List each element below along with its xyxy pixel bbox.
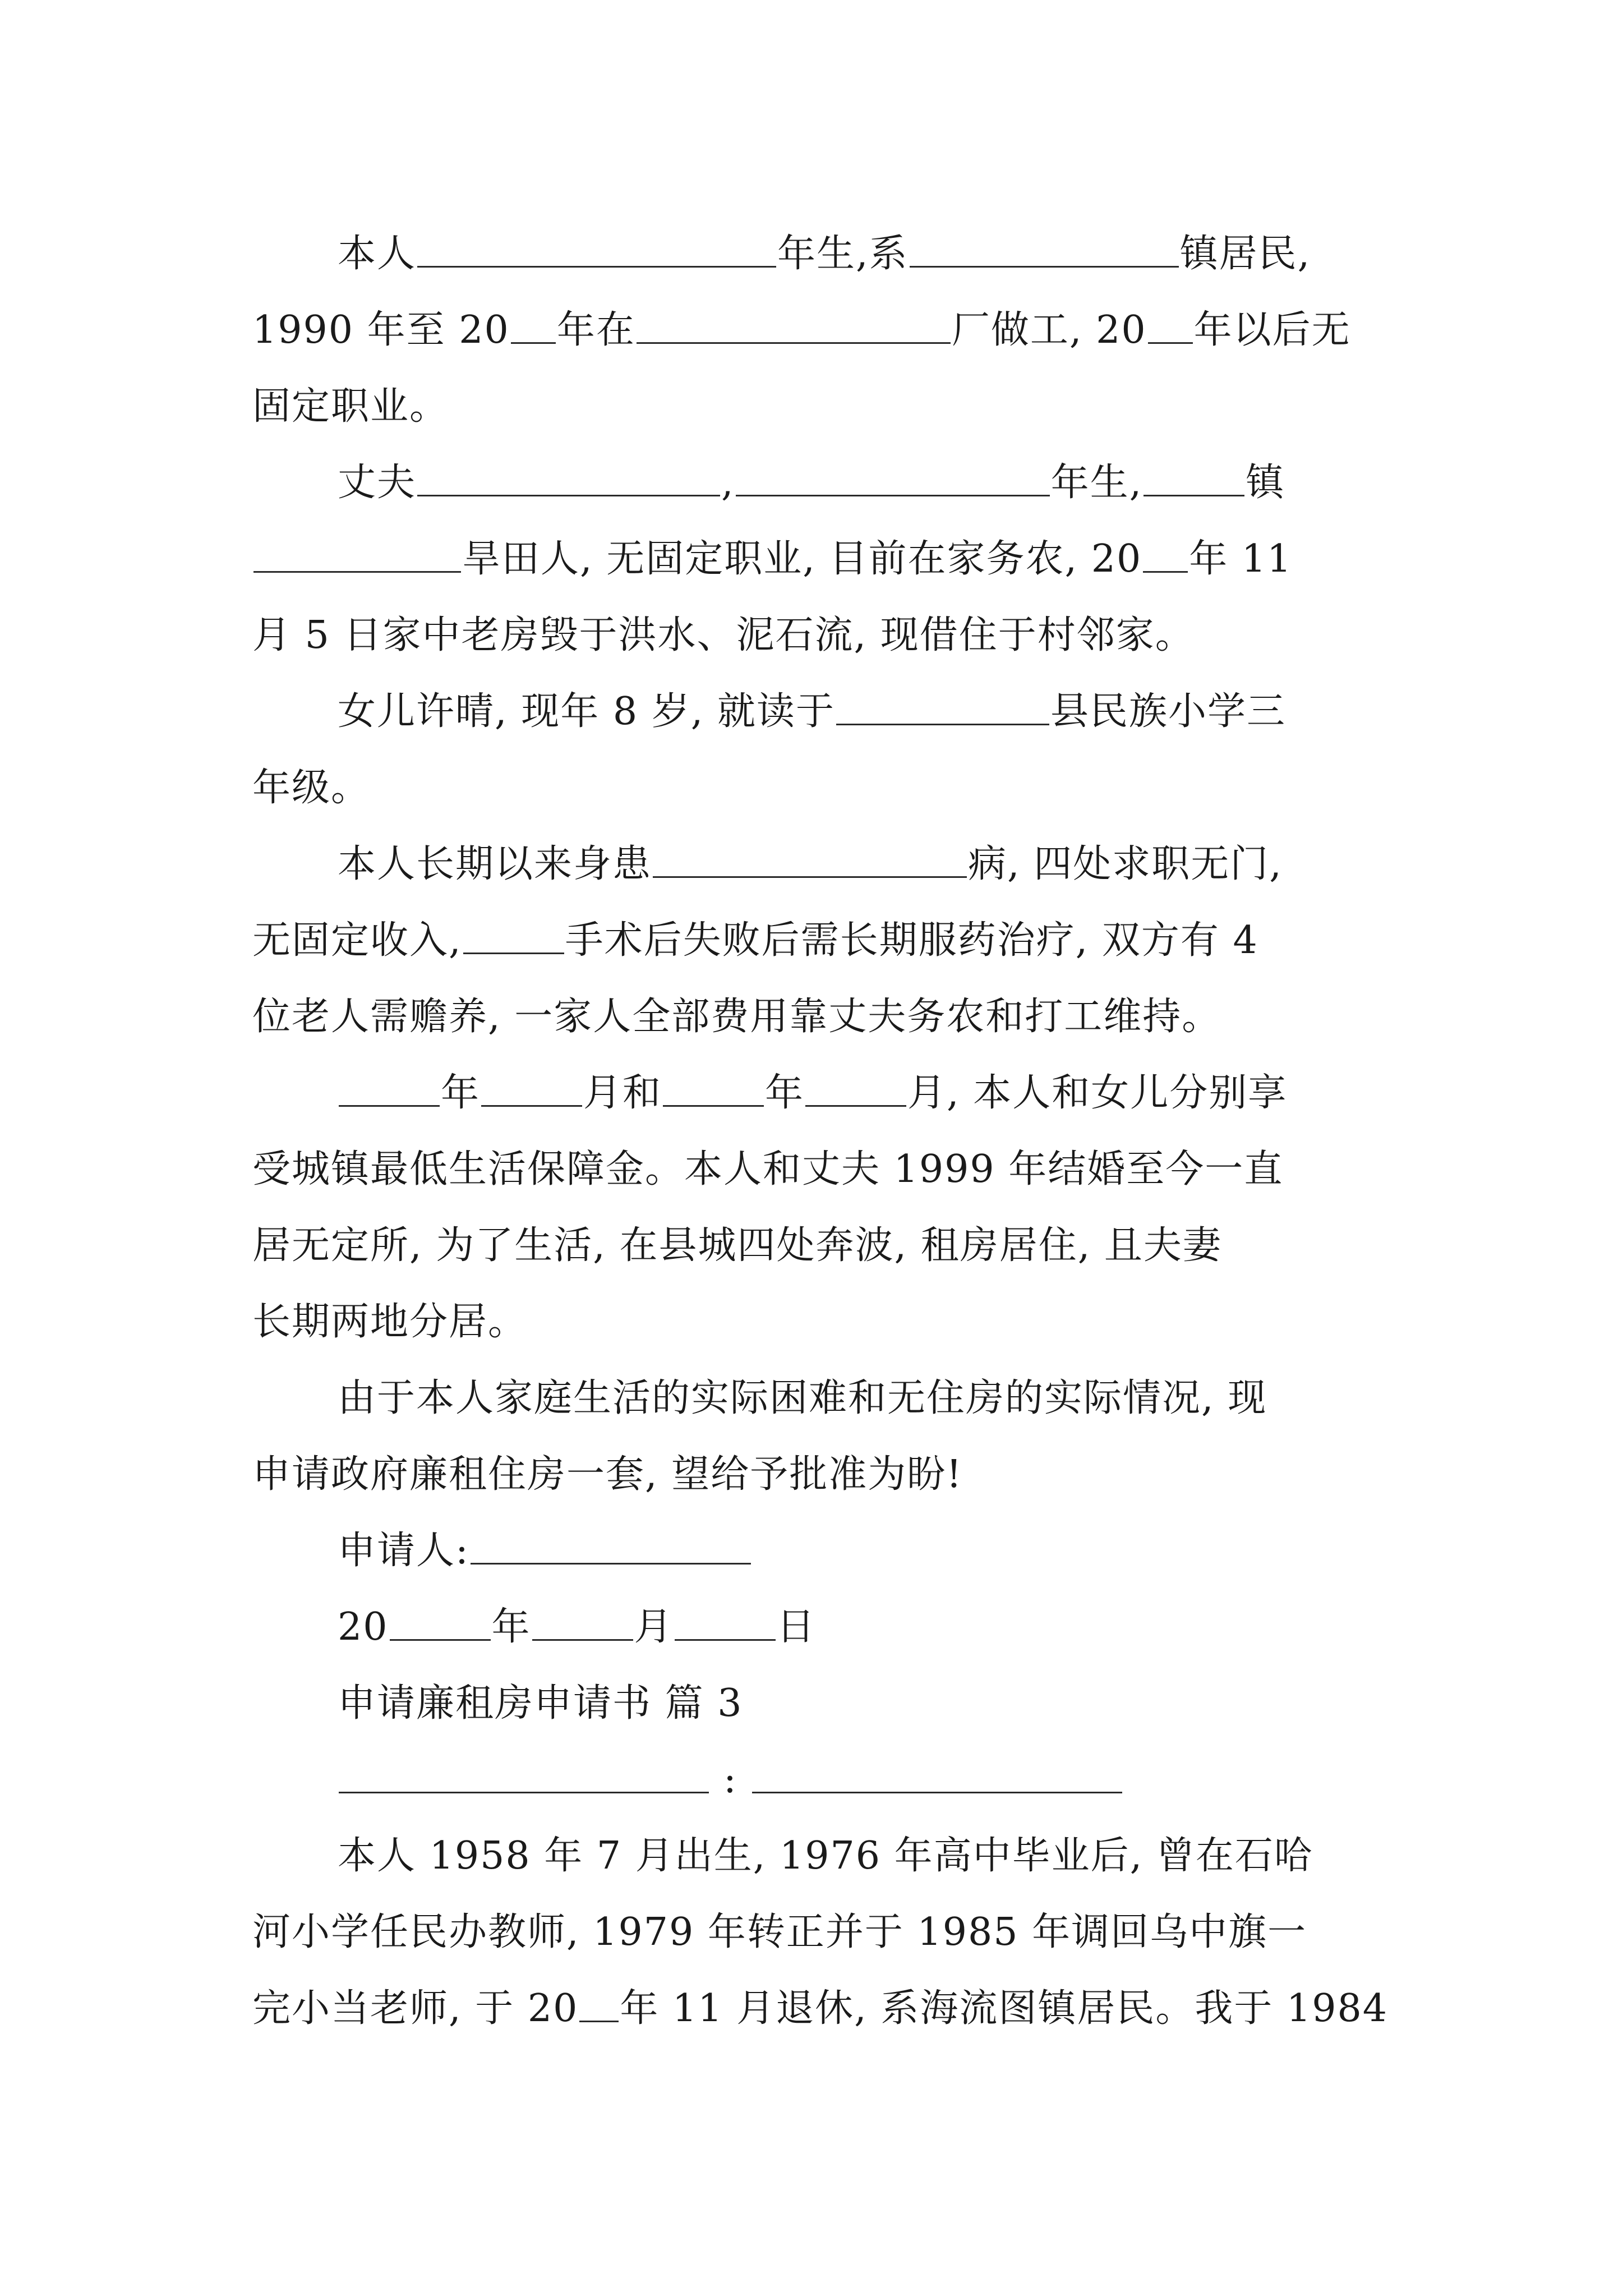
paragraph-4-line-2 (252, 903, 1380, 979)
year-blank[interactable] (390, 1605, 491, 1641)
applicant-name-blank[interactable] (471, 1529, 751, 1565)
fill-blank[interactable] (805, 1071, 906, 1107)
paragraph-7-line-3 (252, 1971, 1389, 2047)
fill-blank[interactable] (637, 309, 951, 344)
fill-blank[interactable] (579, 1987, 619, 2022)
fill-blank[interactable] (511, 309, 556, 344)
fill-blank[interactable] (417, 232, 776, 268)
document-body (252, 216, 1389, 2047)
fill-blank[interactable] (752, 1758, 1122, 1793)
fill-blank[interactable] (339, 1071, 440, 1107)
paragraph-1-line-1 (252, 216, 1380, 292)
paragraph-5-line-1 (252, 1055, 1380, 1131)
day-blank[interactable] (675, 1605, 776, 1641)
fill-blank[interactable] (910, 232, 1179, 268)
paragraph-5-line-2: 受城镇最低生活保障金。本人和丈夫 1999 年结婚至今一直 (252, 1147, 1284, 1191)
paragraph-6-line-2: 申请政府廉租住房一套, 望给予批准为盼! (252, 1452, 963, 1497)
text: 年生, (1050, 461, 1143, 505)
paragraph-1-line-2 (252, 292, 1380, 369)
applicant-line (252, 1513, 1380, 1589)
date-line (252, 1589, 1380, 1665)
paragraph-4-line-3: 位老人需赡养, 一家人全部费用靠丈夫务农和打工维持。 (252, 995, 1221, 1039)
text: 女儿许晴, 现年 8 岁, 就读于 (338, 689, 835, 734)
text: 镇 (1246, 461, 1285, 505)
text: 月和 (583, 1071, 662, 1115)
text: 本人 (338, 232, 417, 276)
fill-blank[interactable] (339, 1758, 709, 1793)
text: 20 (338, 1605, 389, 1649)
salutation-line (252, 1742, 1380, 1818)
text: 无固定收入, (252, 918, 462, 963)
paragraph-7-line-2: 河小学任民办教师, 1979 年转正并于 1985 年调回乌中旗一 (252, 1910, 1307, 1954)
text: 1990 年至 20 (252, 308, 510, 352)
text: 年 (491, 1605, 531, 1649)
fill-blank[interactable] (653, 843, 967, 878)
paragraph-5-line-3: 居无定所, 为了生活, 在县城四处奔波, 租房居住, 且夫妻 (252, 1223, 1222, 1268)
paragraph-2-line-1 (252, 445, 1380, 521)
text: 月, 本人和女儿分别享 (907, 1071, 1288, 1115)
text: 年 (765, 1071, 805, 1115)
paragraph-4-line-1 (252, 826, 1380, 903)
text: 年生,系 (777, 232, 909, 276)
fill-blank[interactable] (736, 461, 1050, 496)
fill-blank[interactable] (1148, 309, 1193, 344)
paragraph-7-line-1: 本人 1958 年 7 月出生, 1976 年高中毕业后, 曾在石哈 (338, 1834, 1313, 1878)
text: 完小当老师, 于 20 (252, 1986, 579, 2031)
text: 日 (776, 1605, 816, 1649)
fill-blank[interactable] (463, 919, 564, 954)
paragraph-3-line-1 (252, 674, 1380, 750)
text: 年 11 (1189, 537, 1293, 581)
paragraph-2-line-2 (252, 521, 1380, 597)
fill-blank[interactable] (417, 461, 720, 496)
paragraph-3-line-2: 年级。 (252, 766, 371, 810)
section-title: 申请廉租房申请书 篇 3 (338, 1681, 743, 1726)
text: 年在 (556, 308, 635, 352)
text: 年 11 月退休, 系海流图镇居民。我于 1984 (620, 1986, 1389, 2031)
text: 丈夫 (338, 461, 417, 505)
month-blank[interactable] (532, 1605, 633, 1641)
paragraph-1-line-3: 固定职业。 (252, 384, 449, 429)
applicant-label: 申请人: (338, 1529, 469, 1573)
text: 病, 四处求职无门, (968, 842, 1283, 886)
text: 厂做工, 20 (951, 308, 1147, 352)
fill-blank[interactable] (836, 690, 1049, 725)
fill-blank[interactable] (663, 1071, 764, 1107)
text: 本人长期以来身患 (338, 842, 652, 886)
text: 手术后失败后需长期服药治疗, 双方有 4 (565, 918, 1258, 963)
text: 月 (634, 1605, 674, 1649)
text: 县民族小学三 (1050, 689, 1286, 734)
text: 旱田人, 无固定职业, 目前在家务农, 20 (462, 537, 1142, 581)
text: 镇居民, (1179, 232, 1311, 276)
fill-blank[interactable] (1144, 461, 1244, 496)
fill-blank[interactable] (481, 1071, 582, 1107)
paragraph-6-line-1: 由于本人家庭生活的实际困难和无住房的实际情况, 现 (338, 1376, 1267, 1420)
paragraph-2-line-3: 月 5 日家中老房毁于洪水、泥石流, 现借住于村邻家。 (252, 613, 1195, 657)
fill-blank[interactable] (1143, 537, 1188, 573)
text: , (721, 461, 735, 505)
text: 年以后无 (1193, 308, 1351, 352)
text: : (723, 1757, 737, 1802)
text: 年 (441, 1071, 481, 1115)
fill-blank[interactable] (253, 537, 461, 573)
paragraph-5-line-4: 长期两地分居。 (252, 1300, 528, 1344)
